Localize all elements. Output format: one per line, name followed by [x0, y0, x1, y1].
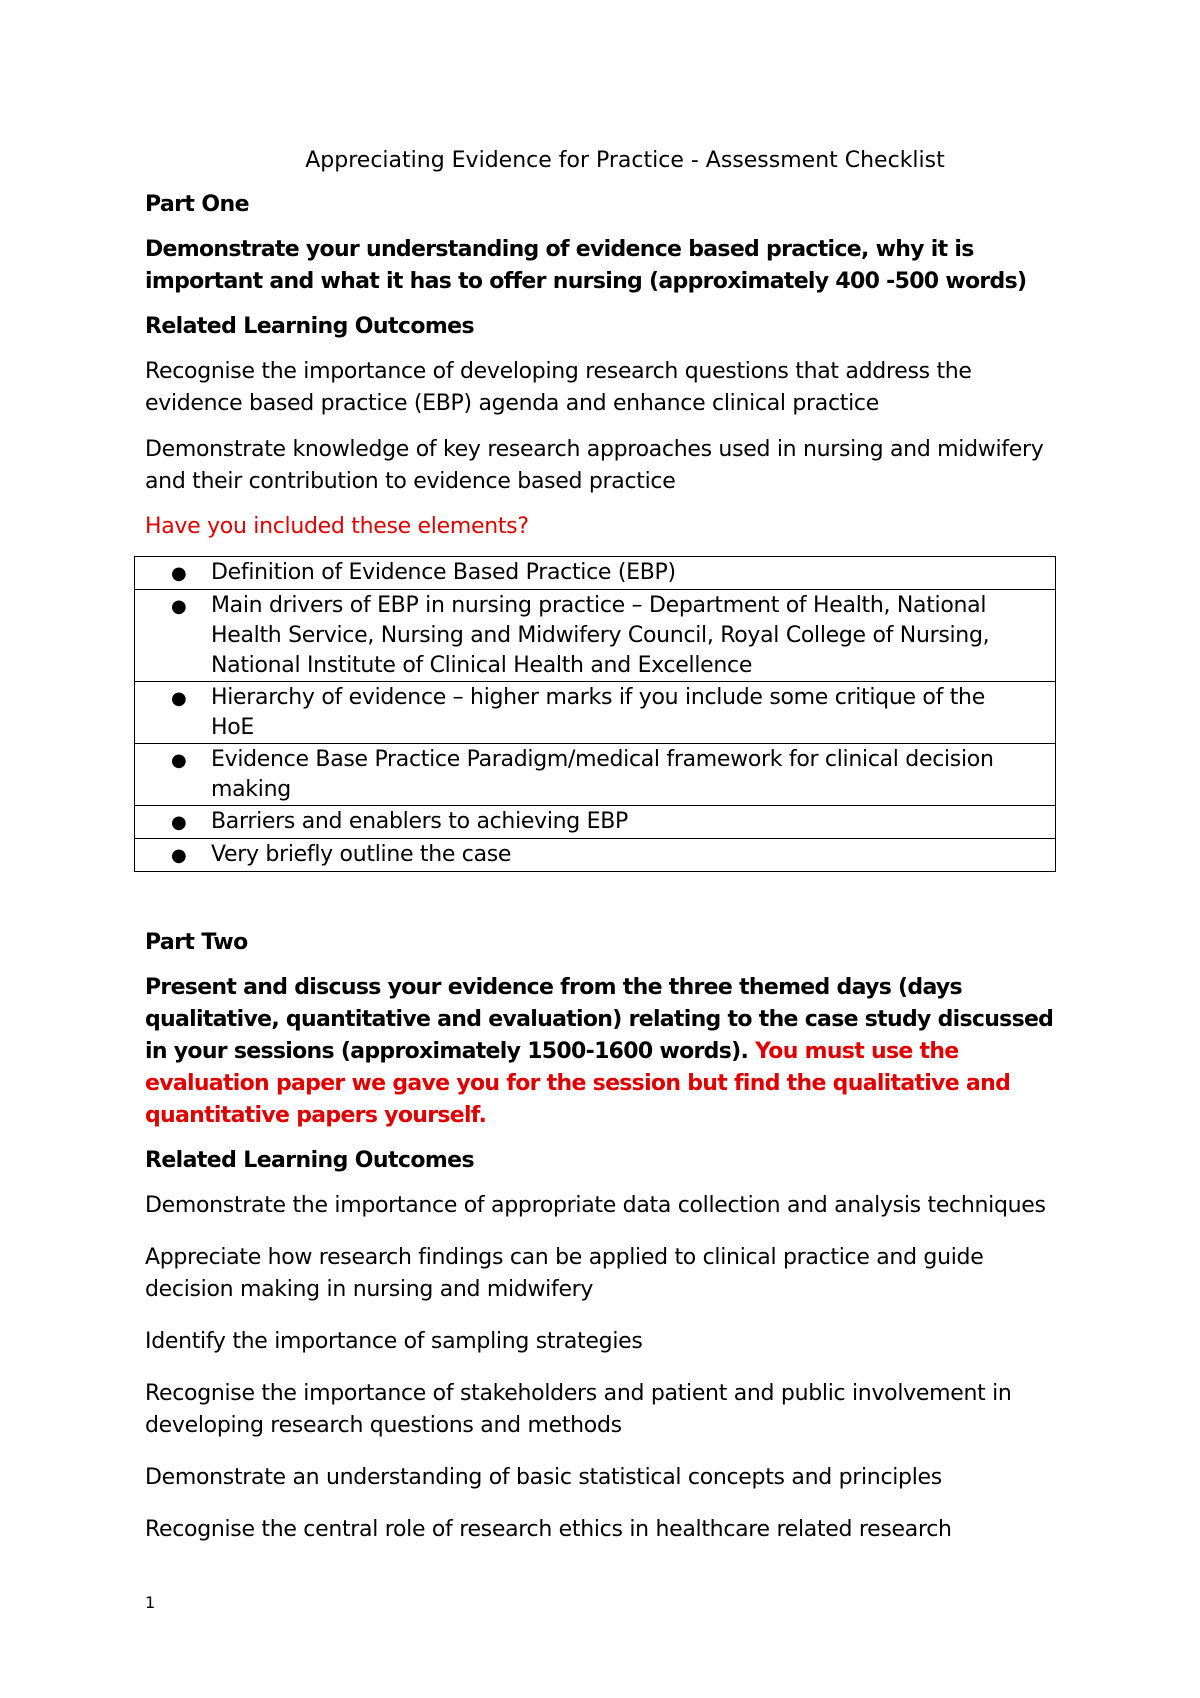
learning-outcome: Demonstrate knowledge of key research approaches used in nursing and midwifery and their contribution to evidence based practice — [145, 437, 1044, 494]
bullet-icon: ● — [171, 596, 187, 617]
page-number: 1 — [145, 1593, 156, 1612]
part-two-task-text: Present and discuss your evidence from the three themed days (days qualitative, quantitative and evaluation) relating to the case study discussed in your sessions (approximately 1500-1600 words). — [145, 975, 1054, 1064]
learning-outcome: Identify the importance of sampling strategies — [145, 1329, 643, 1354]
checklist-row — [135, 682, 1056, 744]
bullet-icon: ● — [171, 688, 187, 709]
part-one-outcomes-heading: Related Learning Outcomes — [145, 314, 474, 339]
checklist-row — [135, 806, 1056, 839]
bullet-icon: ● — [171, 563, 187, 584]
part-one-task: Demonstrate your understanding of evidence based practice, why it is important and what it has to offer nursing (approximately 400 -500 words) — [145, 237, 1027, 294]
checklist-row — [135, 839, 1056, 872]
part-two-outcomes-heading: Related Learning Outcomes — [145, 1148, 474, 1173]
learning-outcome: Appreciate how research findings can be applied to clinical practice and guide decision making in nursing and midwifery — [145, 1245, 984, 1302]
bullet-icon: ● — [171, 750, 187, 771]
checklist-question: Have you included these elements? — [145, 514, 529, 539]
learning-outcome: Recognise the importance of stakeholders and patient and public involvement in developing research questions and methods — [145, 1381, 1012, 1438]
checklist-item: Hierarchy of evidence – higher marks if you include some critique of the HoE — [211, 685, 985, 740]
learning-outcome: Demonstrate an understanding of basic statistical concepts and principles — [145, 1465, 942, 1490]
checklist-item: Evidence Base Practice Paradigm/medical framework for clinical decision making — [211, 747, 994, 802]
checklist-item: Barriers and enablers to achieving EBP — [211, 809, 629, 834]
bullet-icon: ● — [171, 812, 187, 833]
document-title: Appreciating Evidence for Practice - Assessment Checklist — [305, 148, 945, 173]
checklist-row — [135, 744, 1056, 806]
learning-outcome: Recognise the central role of research ethics in healthcare related research — [145, 1517, 952, 1542]
checklist-row — [135, 557, 1056, 590]
learning-outcome: Recognise the importance of developing research questions that address the evidence based practice (EBP) agenda and enhance clinical practice — [145, 359, 972, 416]
part-one-heading: Part One — [145, 192, 249, 217]
checklist-item: Very briefly outline the case — [211, 842, 512, 867]
checklist-item: Definition of Evidence Based Practice (EBP) — [211, 560, 676, 585]
checklist-table — [134, 556, 1056, 872]
part-two-task — [145, 972, 1065, 1132]
part-two-task-emphasis: You must use the evaluation paper we gave you for the session but find the qualitative and quantitative papers yourself. — [145, 1039, 1011, 1128]
bullet-icon: ● — [171, 845, 187, 866]
document-body — [145, 146, 1065, 1566]
checklist-row — [135, 590, 1056, 682]
part-two-heading: Part Two — [145, 930, 248, 955]
checklist-item: Main drivers of EBP in nursing practice – Department of Health, National Health Service, Nursing and Midwifery Council, Royal College of Nursing, National Institute of Clinical Health and Excellence — [211, 593, 990, 678]
learning-outcome: Demonstrate the importance of appropriate data collection and analysis techniques — [145, 1193, 1046, 1218]
